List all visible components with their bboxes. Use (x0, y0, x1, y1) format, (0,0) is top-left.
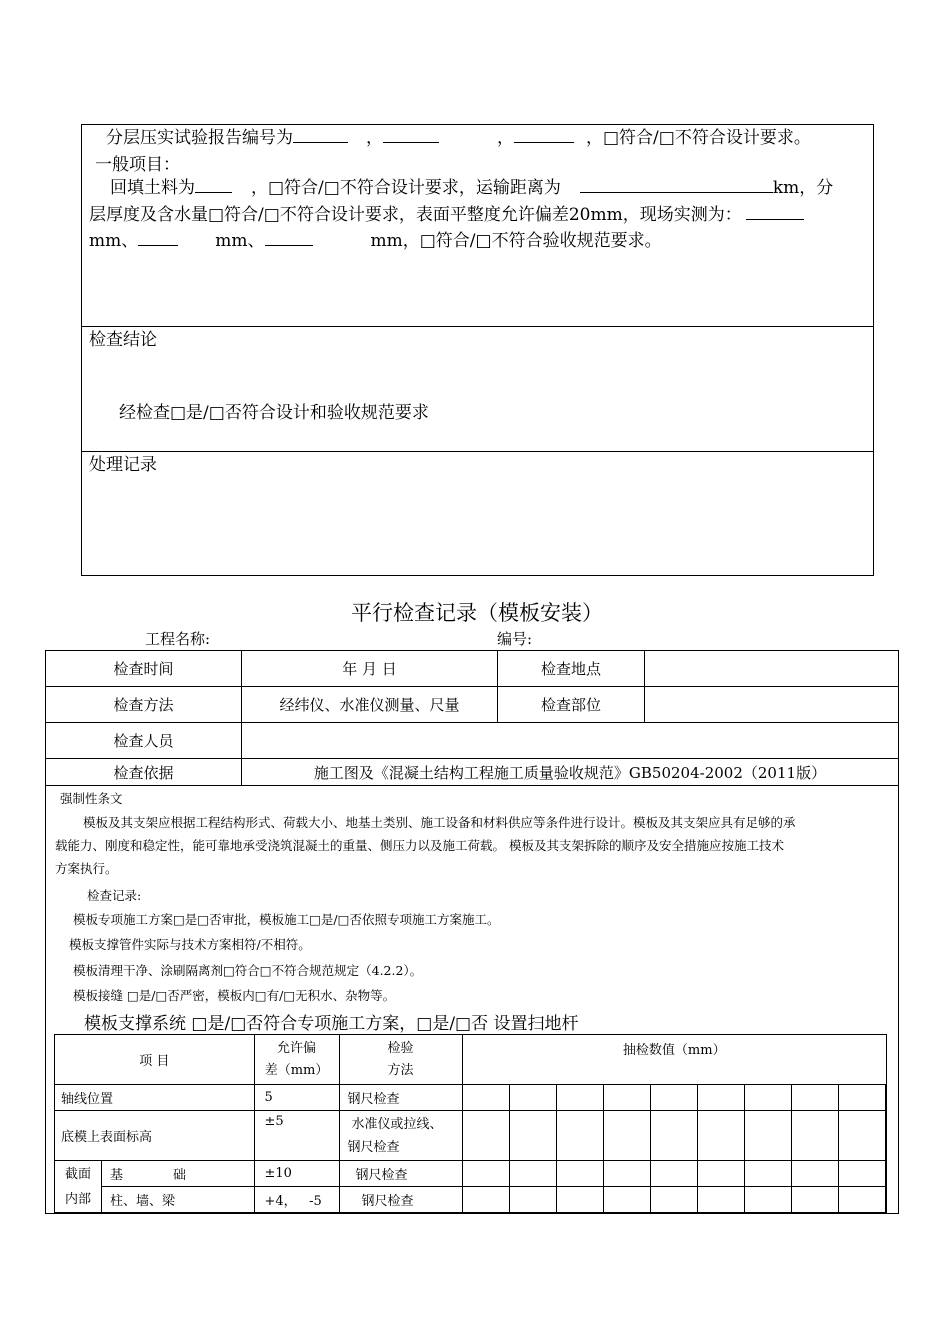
report-number-blank-1[interactable] (293, 124, 348, 143)
sample-cell[interactable] (509, 1111, 556, 1161)
item-header: 项 目 (55, 1035, 255, 1085)
check-basis-label: 检查依据 (46, 759, 242, 786)
sample-cell[interactable] (509, 1085, 556, 1111)
report-number-blank-2[interactable] (383, 124, 439, 143)
method-header: 检验 方法 (339, 1035, 462, 1085)
measured-mm-line: mm、 mm、 mm，□符合/□不符合验收规范要求。 (89, 227, 662, 255)
sample-cell[interactable] (838, 1085, 885, 1111)
sample-cell[interactable] (885, 1085, 886, 1111)
check-time-value[interactable]: 年 月 日 (242, 651, 498, 687)
check-staff-label: 检查人员 (46, 723, 242, 759)
mandatory-line-2: 载能力、刚度和稳定性，能可靠地承受浇筑混凝土的重量、侧压力以及施工荷载。 模板及其支架拆除的顺序及安全措施应按施工技术 (55, 838, 784, 853)
sample-cell[interactable] (791, 1111, 838, 1161)
sample-cell[interactable] (462, 1161, 509, 1187)
axis-position-method: 钢尺检查 (339, 1085, 462, 1111)
column-wall-beam-tolerance: +4， -5 (254, 1187, 339, 1213)
conclusion-section (81, 326, 874, 452)
bottom-form-level-method: 水准仪或拉线、 钢尺检查 (339, 1111, 462, 1161)
report-number-blank-3[interactable] (514, 124, 574, 143)
sample-cell[interactable] (791, 1085, 838, 1111)
record-line-2: 模板支撑管件实际与技术方案相符/不相符。 (69, 937, 311, 952)
compaction-report-line: 分层压实试验报告编号为 ， ， ，□符合/□不符合设计要求。 (106, 124, 876, 152)
record-number-label: 编号: (497, 630, 533, 648)
measured-blank-3[interactable] (265, 227, 313, 246)
axis-position-tolerance: 5 (254, 1085, 339, 1111)
general-items-title: 一般项目： (95, 155, 180, 175)
check-time-label: 检查时间 (46, 651, 242, 687)
record-line-3: 模板清理干净、涂刷隔离剂□符合□不符合规范规定（4.2.2）。 (73, 963, 423, 978)
bottom-form-level-tolerance: ±5 (254, 1111, 339, 1161)
sample-cell[interactable] (697, 1111, 744, 1161)
check-method-value[interactable]: 经纬仪、水准仪测量、尺量 (242, 687, 498, 723)
sample-cell[interactable] (509, 1187, 556, 1213)
sample-cell[interactable] (838, 1111, 885, 1161)
fill-material-blank[interactable] (195, 174, 232, 193)
sample-cell[interactable] (603, 1187, 650, 1213)
sample-cell[interactable] (556, 1187, 603, 1213)
sample-cell[interactable] (509, 1161, 556, 1187)
sample-cell[interactable] (650, 1187, 697, 1213)
sample-cell[interactable] (744, 1161, 791, 1187)
sample-cell[interactable] (462, 1085, 509, 1111)
sample-cell[interactable] (603, 1111, 650, 1161)
measured-blank-2[interactable] (138, 227, 178, 246)
form-title: 平行检查记录（模板安装） (351, 601, 603, 625)
sample-cell[interactable] (603, 1161, 650, 1187)
check-place-value[interactable] (645, 651, 899, 687)
fill-material-line: 回填土料为 ，□符合/□不符合设计要求，运输距离为 km，分 (110, 174, 833, 202)
mandatory-line-3: 方案执行。 (55, 861, 118, 876)
sample-cell[interactable] (791, 1187, 838, 1213)
column-wall-beam-method: 钢尺检查 (339, 1187, 462, 1213)
check-basis-value: 施工图及《混凝土结构工程施工质量验收规范》GB50204-2002（2011版） (242, 759, 899, 786)
sample-cell[interactable] (462, 1111, 509, 1161)
sample-cell[interactable] (650, 1161, 697, 1187)
conclusion-text: 经检查□是/□否符合设计和验收规范要求 (119, 403, 429, 423)
sample-cell[interactable] (556, 1085, 603, 1111)
column-wall-beam-item: 柱、墙、梁 (102, 1187, 255, 1213)
sample-cell[interactable] (791, 1161, 838, 1187)
sample-cell[interactable] (838, 1187, 885, 1213)
record-line-1: 模板专项施工方案□是□否审批，模板施工□是/□否依照专项施工方案施工。 (73, 912, 500, 927)
check-part-value[interactable] (645, 687, 899, 723)
axis-position-item: 轴线位置 (55, 1085, 255, 1111)
measured-blank-1[interactable] (746, 201, 804, 220)
support-system-line: 模板支撑系统 □是/□否符合专项施工方案，□是/□否 设置扫地杆 (84, 1014, 579, 1034)
sample-cell[interactable] (697, 1085, 744, 1111)
section-inner-group: 截面 内部 (55, 1161, 102, 1213)
check-part-label: 检查部位 (498, 687, 645, 723)
sample-cell[interactable] (603, 1085, 650, 1111)
foundation-item: 基 础 (102, 1161, 255, 1187)
mandatory-clause-title: 强制性条文 (60, 791, 123, 806)
transport-distance-blank[interactable] (580, 174, 773, 193)
sample-cell[interactable] (838, 1161, 885, 1187)
sample-cell[interactable] (744, 1111, 791, 1161)
mandatory-clause-text (55, 811, 893, 880)
sample-cell[interactable] (462, 1187, 509, 1213)
samples-header: 抽检数值（mm） (462, 1035, 886, 1085)
foundation-method: 钢尺检查 (339, 1161, 462, 1187)
sample-cell[interactable] (744, 1187, 791, 1213)
mandatory-line-1: 模板及其支架应根据工程结构形式、荷载大小、地基土类别、施工设备和材料供应等条件进行设计。模板及其支架应具有足够的承 (83, 815, 796, 830)
check-method-label: 检查方法 (46, 687, 242, 723)
tolerance-header: 允许偏 差（mm） (254, 1035, 339, 1085)
sample-cell[interactable] (650, 1111, 697, 1161)
sample-cell[interactable] (556, 1161, 603, 1187)
check-record-title: 检查记录: (87, 888, 142, 903)
record-line-4: 模板接缝 □是/□否严密，模板内□有/□无积水、杂物等。 (73, 988, 396, 1003)
sample-cell[interactable] (697, 1187, 744, 1213)
inspection-values-table (54, 1034, 887, 1213)
check-place-label: 检查地点 (498, 651, 645, 687)
handling-record-title: 处理记录 (89, 455, 157, 475)
sample-cell[interactable] (885, 1161, 886, 1187)
inspection-header-table (45, 650, 899, 786)
sample-cell[interactable] (650, 1085, 697, 1111)
sample-cell[interactable] (885, 1111, 886, 1161)
project-name-label: 工程名称: (145, 630, 211, 648)
check-staff-value[interactable] (242, 723, 899, 759)
conclusion-title: 检查结论 (89, 330, 157, 350)
sample-cell[interactable] (744, 1085, 791, 1111)
sample-cell[interactable] (556, 1111, 603, 1161)
layer-thickness-line: 层厚度及含水量□符合/□不符合设计要求，表面平整度允许偏差20mm，现场实测为： (89, 201, 804, 229)
sample-cell[interactable] (885, 1187, 886, 1213)
sample-cell[interactable] (697, 1161, 744, 1187)
bottom-form-level-item: 底模上表面标高 (55, 1111, 255, 1161)
foundation-tolerance: ±10 (254, 1161, 339, 1187)
